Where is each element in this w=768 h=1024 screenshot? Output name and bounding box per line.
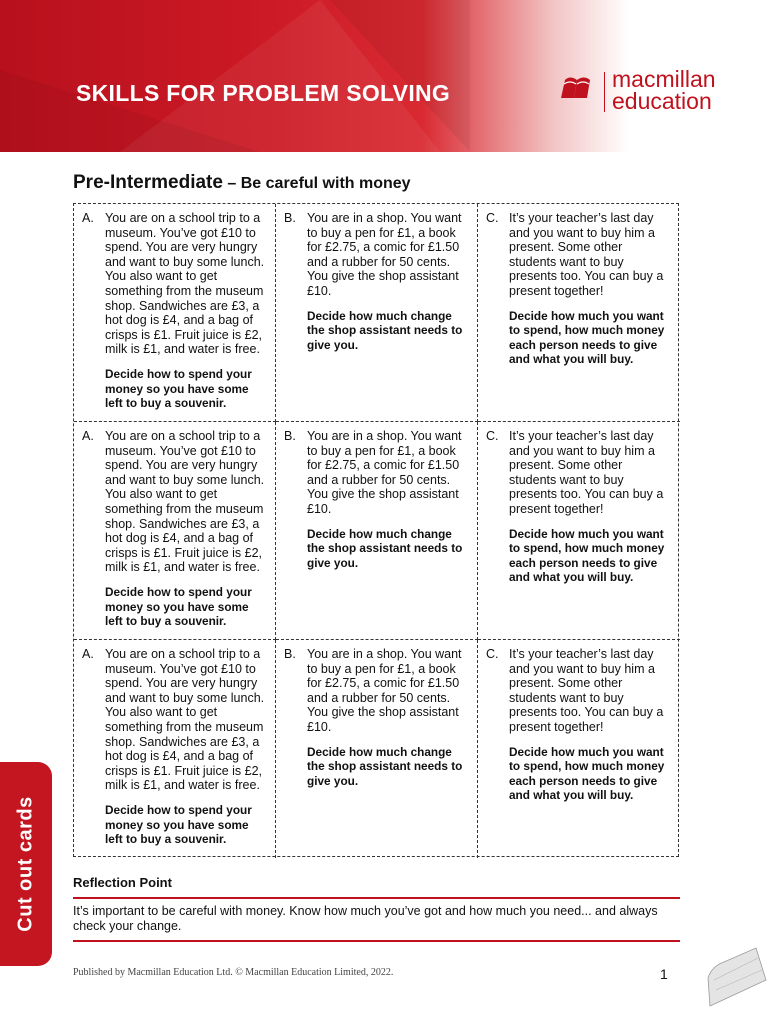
card-task: Decide how much you want to spend, how much money each person needs to give and what you will buy.	[509, 308, 665, 367]
card-task: Decide how much change the shop assistant needs to give you.	[307, 308, 463, 352]
level-title: Pre-Intermediate	[73, 172, 223, 193]
photocopiable-stamp-icon	[700, 940, 768, 1010]
card-task: Decide how much you want to spend, how much money each person needs to give and what you will buy.	[509, 744, 665, 803]
card-a	[74, 422, 276, 640]
card-c	[478, 204, 680, 422]
banner-title: SKILLS FOR PROBLEM SOLVING	[76, 80, 451, 106]
divider	[73, 897, 680, 899]
card-text: You are in a shop. You want to buy a pen for £1, a book for £2.75, a comic for £1.50 and a rubber for 50 cents. You give the shop assistant £10.	[307, 211, 462, 298]
card-b	[276, 422, 478, 640]
macmillan-logo	[560, 66, 750, 120]
card-letter: A.	[82, 647, 94, 661]
card-a	[74, 640, 276, 858]
card-task: Decide how to spend your money so you have some left to buy a souvenir.	[105, 584, 252, 629]
card-task: Decide how much you want to spend, how much money each person needs to give and what you will buy.	[509, 526, 665, 585]
publisher-footer: Published by Macmillan Education Ltd. © Macmillan Education Limited, 2022.	[73, 967, 394, 978]
card-letter: C.	[486, 647, 499, 661]
reflection-title: Reflection Point	[73, 875, 172, 890]
card-letter: C.	[486, 429, 499, 443]
cut-out-cards-grid	[73, 203, 679, 857]
logo-line-1: macmillan	[612, 66, 716, 92]
divider	[73, 940, 680, 942]
page-number: 1	[660, 966, 668, 982]
lesson-subtitle: – Be careful with money	[222, 175, 411, 192]
card-text: You are in a shop. You want to buy a pen for £1, a book for £2.75, a comic for £1.50 and a rubber for 50 cents. You give the shop assistant £10.	[307, 429, 462, 516]
card-b	[276, 640, 478, 858]
card-task: Decide how much change the shop assistant needs to give you.	[307, 744, 463, 788]
logo-wordmark	[612, 68, 716, 112]
card-text: You are in a shop. You want to buy a pen for £1, a book for £2.75, a comic for £1.50 and a rubber for 50 cents. You give the shop assistant £10.	[307, 647, 462, 734]
card-text: You are on a school trip to a museum. You’ve got £10 to spend. You are very hungry and want to buy some lunch. You also want to get something from the museum shop. Sandwiches are £3, a hot dog is £4, and a bag of crisps is £1. Fruit juice is £2, milk is £1, and water is free.	[105, 647, 265, 793]
card-text: It’s your teacher’s last day and you want to buy him a present. Some other students want to buy presents too. You can buy a present together!	[509, 647, 664, 734]
card-b	[276, 204, 478, 422]
macmillan-mark-icon	[560, 74, 598, 100]
card-letter: A.	[82, 211, 94, 225]
card-text: It’s your teacher’s last day and you want to buy him a present. Some other students want to buy presents too. You can buy a present together!	[509, 211, 664, 298]
cut-out-cards-tab	[0, 762, 52, 966]
card-letter: B.	[284, 429, 296, 443]
card-task: Decide how to spend your money so you have some left to buy a souvenir.	[105, 366, 252, 411]
card-a	[74, 204, 276, 422]
logo-divider	[604, 72, 605, 112]
card-c	[478, 422, 680, 640]
card-task: Decide how much change the shop assistant needs to give you.	[307, 526, 463, 570]
logo-line-2: education	[612, 88, 712, 114]
card-letter: B.	[284, 647, 296, 661]
page-title	[73, 172, 411, 194]
card-letter: B.	[284, 211, 296, 225]
header-banner	[0, 0, 768, 152]
card-text: You are on a school trip to a museum. You’ve got £10 to spend. You are very hungry and want to buy some lunch. You also want to get something from the museum shop. Sandwiches are £3, a hot dog is £4, and a bag of crisps is £1. Fruit juice is £2, milk is £1, and water is free.	[105, 211, 265, 357]
card-text: You are on a school trip to a museum. You’ve got £10 to spend. You are very hungry and want to buy some lunch. You also want to get something from the museum shop. Sandwiches are £3, a hot dog is £4, and a bag of crisps is £1. Fruit juice is £2, milk is £1, and water is free.	[105, 429, 265, 575]
reflection-text: It’s important to be careful with money. Know how much you’ve got and how much you need... and always check your change.	[73, 904, 658, 933]
card-letter: A.	[82, 429, 94, 443]
card-text: It’s your teacher’s last day and you want to buy him a present. Some other students want to buy presents too. You can buy a present together!	[509, 429, 664, 516]
banner-facet	[330, 0, 470, 152]
side-tab-label: Cut out cards	[14, 796, 37, 932]
card-c	[478, 640, 680, 858]
card-task: Decide how to spend your money so you have some left to buy a souvenir.	[105, 802, 252, 847]
card-letter: C.	[486, 211, 499, 225]
